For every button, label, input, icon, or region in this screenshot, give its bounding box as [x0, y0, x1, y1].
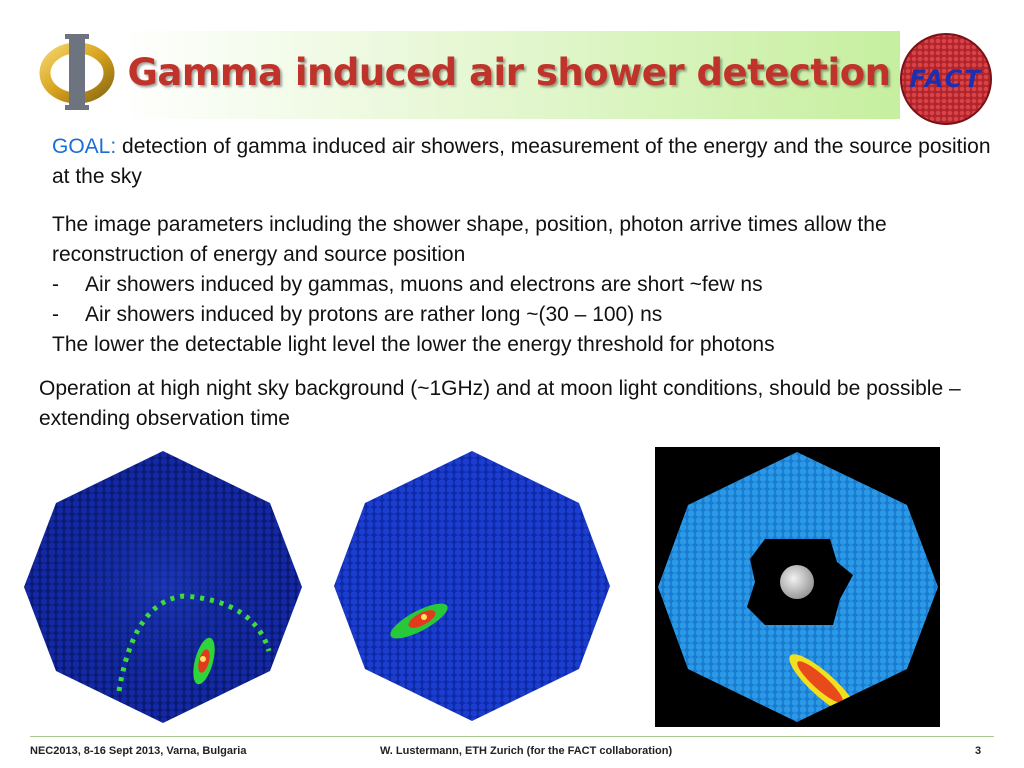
fact-logo-text: FACT — [909, 65, 983, 93]
operation-paragraph: Operation at high night sky background (~1GHz) and at moon light conditions, should be possible – extending observation time — [39, 377, 961, 430]
goal-paragraph — [52, 132, 992, 192]
camera-image-muon-ring — [24, 451, 302, 723]
camera-image-gamma-shower — [334, 451, 610, 721]
bullet-item — [52, 300, 992, 330]
goal-text: detection of gamma induced air showers, measurement of the energy and the source position at the sky — [52, 135, 991, 188]
title-bar — [118, 31, 900, 119]
fact-logo — [899, 32, 993, 126]
footer-page-number: 3 — [975, 745, 982, 757]
phi-logo — [38, 30, 116, 112]
camera-image-moonlight — [655, 447, 940, 727]
footer-divider — [30, 736, 994, 737]
page-title: Gamma induced air shower detection — [127, 51, 891, 94]
footer-conference: NEC2013, 8-16 Sept 2013, Varna, Bulgaria — [30, 745, 247, 757]
image-parameters-intro: The image parameters including the shower shape, position, photon arrive times allow the reconstruction of energy and source position — [52, 213, 887, 266]
bullet-text: Air showers induced by gammas, muons and electrons are short ~few ns — [85, 273, 763, 296]
image-parameters-conclusion: The lower the detectable light level the lower the energy threshold for photons — [52, 333, 775, 356]
goal-label: GOAL: — [52, 135, 117, 158]
bullet-text: Air showers induced by protons are rather long ~(30 – 100) ns — [85, 303, 663, 326]
bullet-dash: - — [52, 273, 59, 296]
image-parameters-block — [52, 210, 992, 360]
footer-author: W. Lustermann, ETH Zurich (for the FACT collaboration) — [380, 745, 673, 757]
bullet-item — [52, 270, 992, 300]
bullet-dash: - — [52, 303, 59, 326]
